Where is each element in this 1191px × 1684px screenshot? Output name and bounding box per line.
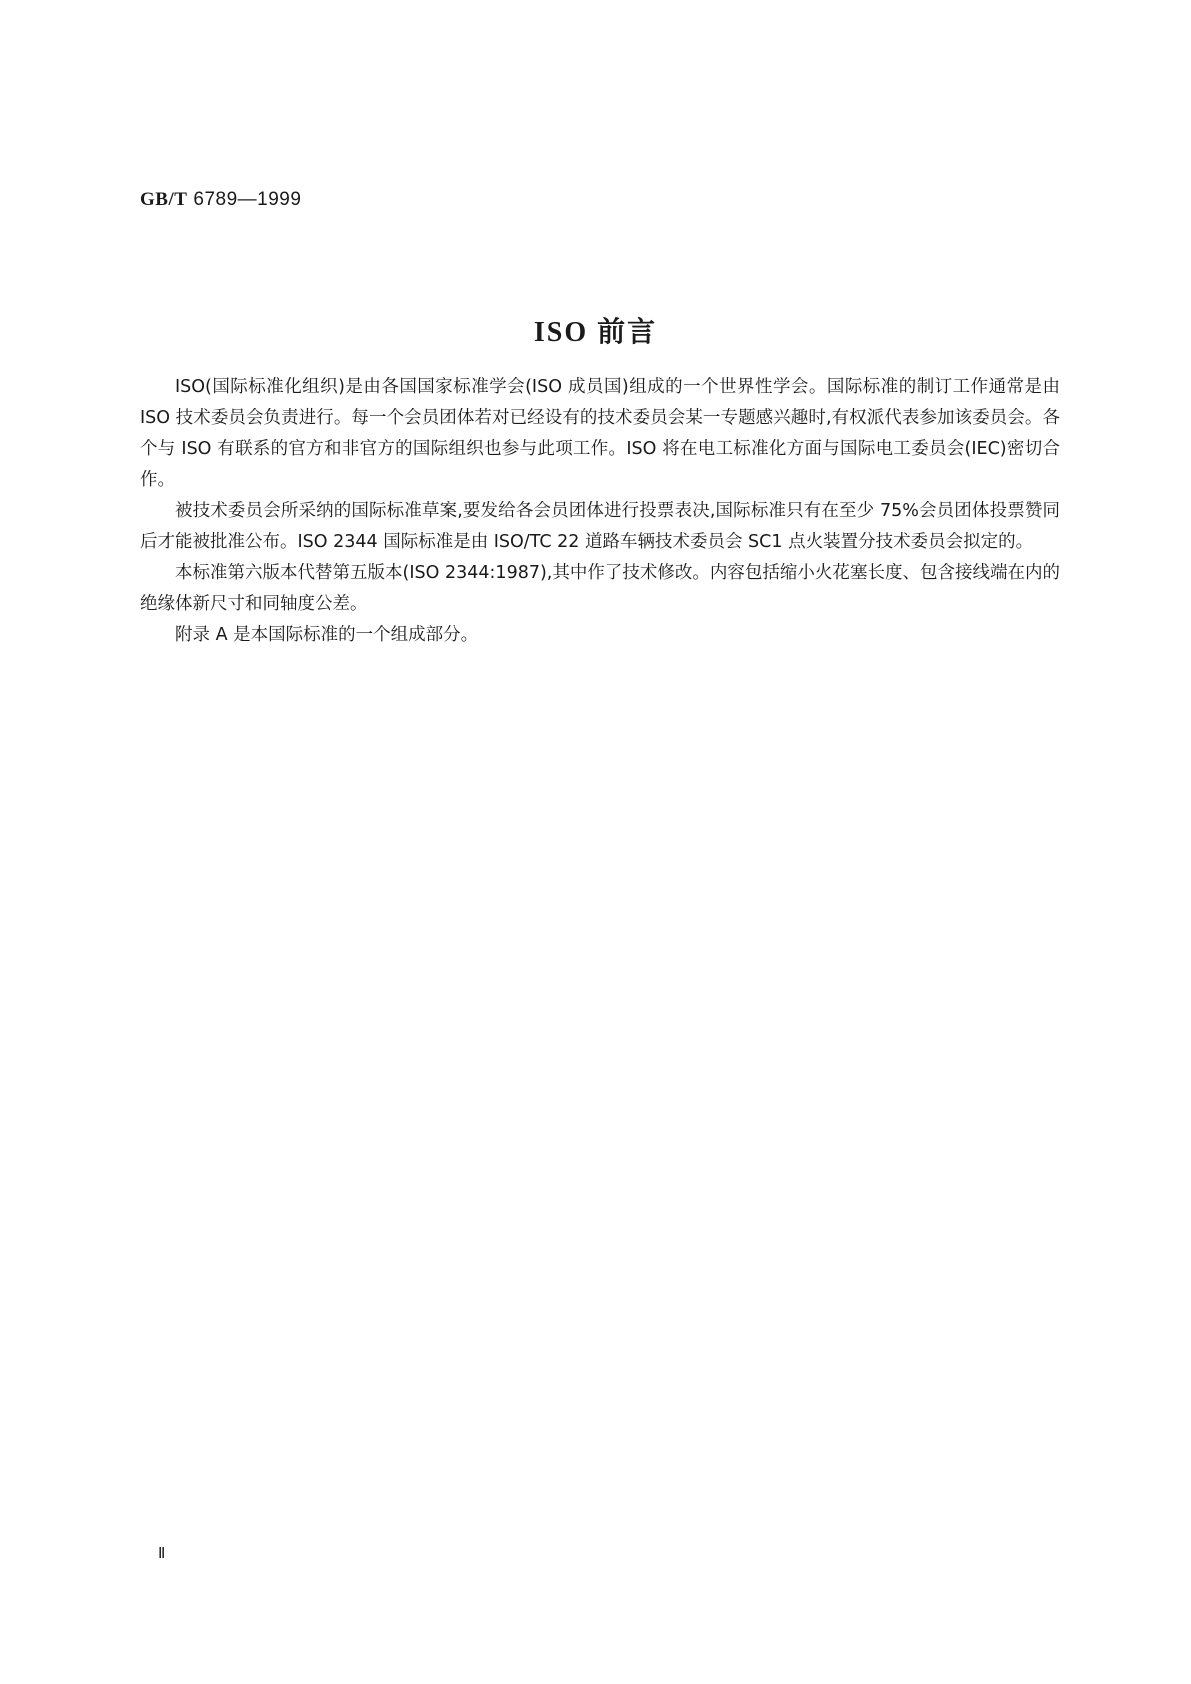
page-title: ISO 前言 — [533, 317, 658, 348]
document-code — [140, 188, 301, 211]
paragraph-annex: 附录 A 是本国际标准的一个组成部分。 — [175, 625, 479, 645]
standard-prefix: GB/T — [140, 189, 188, 210]
foreword-body — [140, 372, 1060, 651]
standard-number: 6789—1999 — [193, 189, 302, 210]
paragraph-voting: 被技术委员会所采纳的国际标准草案,要发给各会员团体进行投票表决,国际标准只有在至少 75%会员团体投票赞同后才能被批准公布。ISO 2344 国际标准是由 ISO/TC 22 道路车辆技术委员会 SC1 点火装置分技术委员会拟定的。 — [140, 501, 1060, 552]
paragraph-iso-organization: ISO(国际标准化组织)是由各国国家标准学会(ISO 成员国)组成的一个世界性学会。国际标准的制订工作通常是由 ISO 技术委员会负责进行。每一个会员团体若对已经设有的技术委员会某一专题感兴趣时,有权派代表参加该委员会。各个与 ISO 有联系的官方和非官方的国际组织也参与此项工作。ISO 将在电工标准化方面与国际电工委员会(IEC)密切合作。 — [140, 377, 1060, 490]
paragraph-edition: 本标准第六版本代替第五版本(ISO 2344:1987),其中作了技术修改。内容包括缩小火花塞长度、包含接线端在内的绝缘体新尺寸和同轴度公差。 — [140, 563, 1060, 614]
page-number: Ⅱ — [158, 1546, 166, 1562]
